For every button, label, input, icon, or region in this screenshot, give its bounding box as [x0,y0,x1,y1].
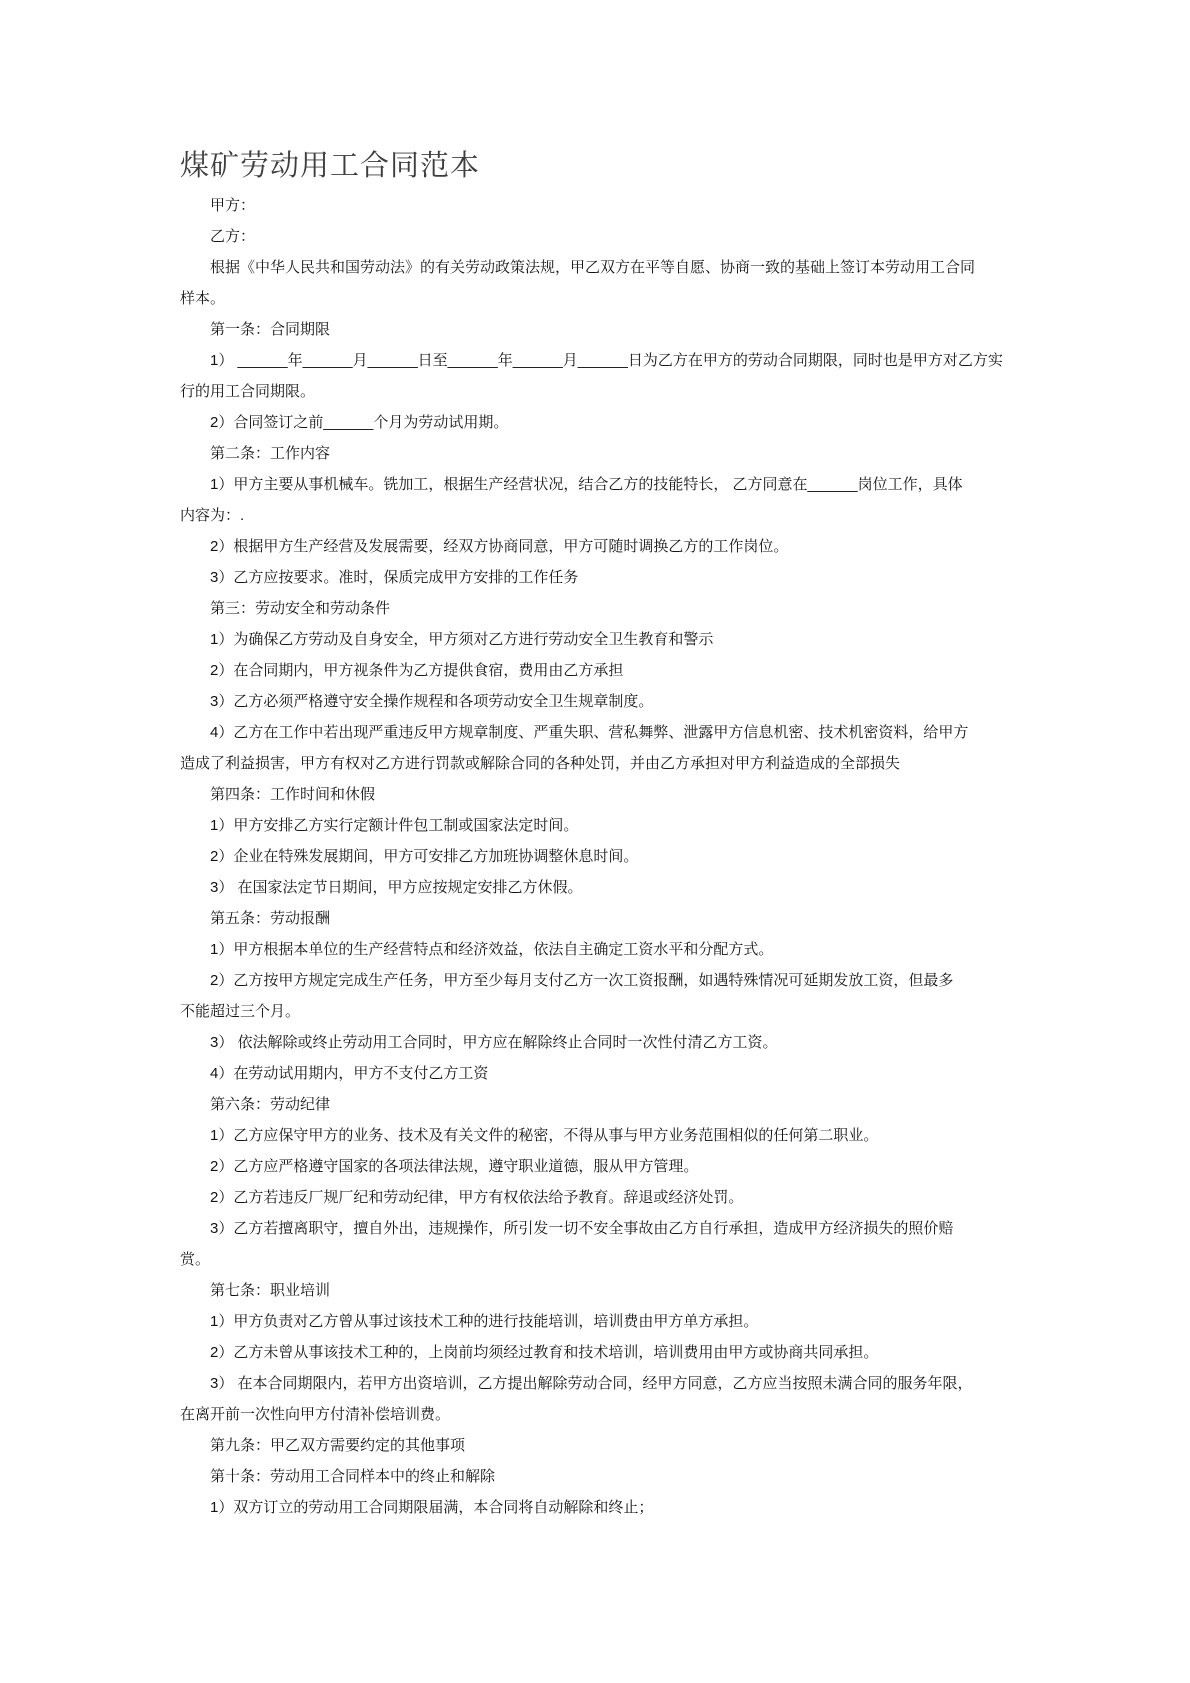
contract-document [180,0,1015,1523]
contract-line: 3）乙方应按要求。准时，保质完成甲方安排的工作任务 [210,569,579,586]
contract-line: 2）乙方未曾从事该技术工种的，上岗前均须经过教育和技术培训，培训费用由甲方或协商共同承担。 [210,1344,879,1361]
contract-line: 第三：劳动安全和劳动条件 [210,600,391,617]
contract-line: 4）在劳动试用期内，甲方不支付乙方工资 [210,1065,489,1082]
document-body [180,190,1015,1523]
contract-line: 内容为：. [180,507,245,524]
contract-line: 1）乙方应保守甲方的业务、技术及有关文件的秘密，不得从事与甲方业务范围相似的任何第二职业。 [210,1127,879,1144]
contract-line: 第四条：工作时间和休假 [210,786,376,803]
contract-line: 1）甲方安排乙方实行定额计件包工制或国家法定时间。 [210,817,579,834]
contract-line: 第九条：甲乙双方需要约定的其他事项 [210,1437,466,1454]
contract-line: 1）甲方根据本单位的生产经营特点和经济效益，依法自主确定工资水平和分配方式。 [210,941,774,958]
contract-line: 第二条：工作内容 [210,445,331,462]
document-title: 煤矿劳动用工合同范本 [180,150,481,182]
contract-line: 1）双方订立的劳动用工合同期限届满，本合同将自动解除和终止； [210,1499,654,1516]
contract-line: 3） 依法解除或终止劳动用工合同时，甲方应在解除终止合同时一次性付清乙方工资。 [210,1034,778,1051]
contract-line: 1）为确保乙方劳动及自身安全，甲方须对乙方进行劳动安全卫生教育和警示 [210,631,714,648]
contract-line: 不能超过三个月。 [180,1003,301,1020]
contract-line: 第七条：职业培训 [210,1282,331,1299]
contract-line: 1）甲方负责对乙方曾从事过该技术工种的进行技能培训，培训费由甲方单方承担。 [210,1313,759,1330]
contract-line: 4）乙方在工作中若出现严重违反甲方规章制度、严重失职、营私舞弊、泄露甲方信息机密、技术机密资料，给甲方 [210,724,969,741]
contract-line: 行的用工合同期限。 [180,383,316,400]
contract-line: 2）企业在特殊发展期间，甲方可安排乙方加班协调整休息时间。 [210,848,639,865]
contract-line: 根据《中华人民共和国劳动法》的有关劳动政策法规，甲乙双方在平等自愿、协商一致的基础上签订本劳动用工合同 [210,259,976,276]
contract-line: 3） 在本合同期限内，若甲方出资培训，乙方提出解除劳动合同，经甲方同意，乙方应当按照未满合同的服务年限， [210,1375,973,1392]
contract-line: 第六条：劳动纪律 [210,1096,331,1113]
contract-line: 2）乙方应严格遵守国家的各项法律法规，遵守职业道德，服从甲方管理。 [210,1158,699,1175]
contract-line: 第十条：劳动用工合同样本中的终止和解除 [210,1468,496,1485]
contract-line: 3）乙方若擅离职守，擅自外出，违规操作，所引发一切不安全事故由乙方自行承担，造成甲方经济损失的照价赔 [210,1220,954,1237]
contract-line: 2）乙方若违反厂规厂纪和劳动纪律，甲方有权依法给予教育。辞退或经济处罚。 [210,1189,744,1206]
contract-line: 3）乙方必须严格遵守安全操作规程和各项劳动安全卫生规章制度。 [210,693,654,710]
contract-line: 乙方： [210,228,256,245]
contract-line: 造成了利益损害，甲方有权对乙方进行罚款或解除合同的各种处罚，并由乙方承担对甲方利益造成的全部损失 [180,755,901,772]
contract-line: 甲方： [210,197,256,214]
contract-line: 1） ______年______月______日至______年______月______日为乙方在甲方的劳动合同期限，同时也是甲方对乙方实 [210,352,1003,369]
contract-line: 第一条：合同期限 [210,321,331,338]
contract-line: 第五条：劳动报酬 [210,910,331,927]
contract-line: 在离开前一次性向甲方付清补偿培训费。 [180,1406,451,1423]
contract-line: 样本。 [180,290,226,307]
contract-line: 1）甲方主要从事机械车。铣加工，根据生产经营状况，结合乙方的技能特长， 乙方同意在______岗位工作，具体 [210,476,963,493]
contract-line: 赏。 [180,1251,211,1268]
contract-line: 2）根据甲方生产经营及发展需要，经双方协商同意，甲方可随时调换乙方的工作岗位。 [210,538,789,555]
contract-line: 2）合同签订之前______个月为劳动试用期。 [210,414,509,431]
contract-line: 2）乙方按甲方规定完成生产任务，甲方至少每月支付乙方一次工资报酬，如遇特殊情况可延期发放工资，但最多 [210,972,954,989]
contract-line: 3） 在国家法定节日期间，甲方应按规定安排乙方休假。 [210,879,583,896]
contract-line: 2）在合同期内，甲方视条件为乙方提供食宿，费用由乙方承担 [210,662,624,679]
